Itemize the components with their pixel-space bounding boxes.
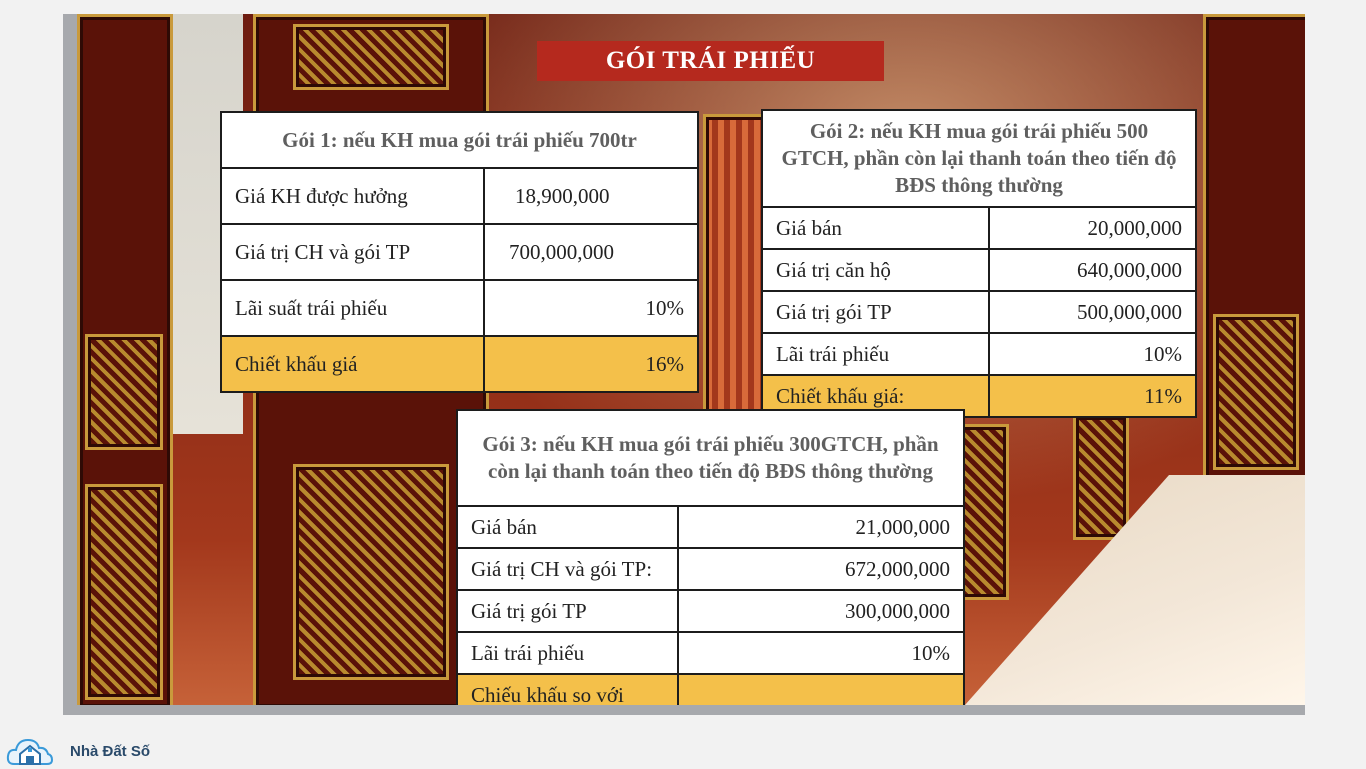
row-value: 11% bbox=[989, 375, 1196, 417]
table-row-highlight bbox=[457, 674, 964, 705]
slide bbox=[63, 14, 1305, 715]
package-2-header: Gói 2: nếu KH mua gói trái phiếu 500 GTCH, phần còn lại thanh toán theo tiến độ BĐS thông thường bbox=[762, 110, 1196, 207]
package-3-header: Gói 3: nếu KH mua gói trái phiếu 300GTCH, phần còn lại thanh toán theo tiến độ BĐS thông thường bbox=[457, 410, 964, 506]
logo-text: Nhà Đất Số bbox=[70, 742, 151, 760]
table-row bbox=[457, 590, 964, 632]
row-label: Lãi suất trái phiếu bbox=[221, 280, 484, 336]
row-label: Chiết khấu giá: bbox=[762, 375, 989, 417]
site-logo[interactable] bbox=[6, 733, 150, 769]
row-label: Lãi trái phiếu bbox=[762, 333, 989, 375]
table-row bbox=[457, 632, 964, 674]
row-value: 10% bbox=[989, 333, 1196, 375]
package-1-header: Gói 1: nếu KH mua gói trái phiếu 700tr bbox=[221, 112, 698, 168]
row-value bbox=[678, 674, 964, 705]
row-label: Chiếu khấu so với bbox=[457, 674, 678, 705]
slide-frame bbox=[63, 705, 1305, 715]
row-label: Giá trị gói TP bbox=[457, 590, 678, 632]
row-label: Giá trị CH và gói TP bbox=[221, 224, 484, 280]
row-value: 16% bbox=[484, 336, 698, 392]
table-row bbox=[457, 506, 964, 548]
row-value: 700,000,000 bbox=[484, 224, 698, 280]
row-label: Chiết khấu giá bbox=[221, 336, 484, 392]
row-label: Giá bán bbox=[457, 506, 678, 548]
table-row bbox=[457, 548, 964, 590]
row-value: 300,000,000 bbox=[678, 590, 964, 632]
row-value: 18,900,000 bbox=[484, 168, 698, 224]
package-3-clip bbox=[63, 14, 1305, 705]
row-value: 10% bbox=[678, 632, 964, 674]
row-label: Giá KH được hưởng bbox=[221, 168, 484, 224]
row-label: Giá trị căn hộ bbox=[762, 249, 989, 291]
package-3-table bbox=[456, 409, 965, 705]
row-label: Giá trị gói TP bbox=[762, 291, 989, 333]
row-value: 500,000,000 bbox=[989, 291, 1196, 333]
row-label: Giá trị CH và gói TP: bbox=[457, 548, 678, 590]
house-cloud-icon bbox=[6, 734, 68, 768]
row-value: 672,000,000 bbox=[678, 548, 964, 590]
row-label: Giá bán bbox=[762, 207, 989, 249]
row-value: 21,000,000 bbox=[678, 506, 964, 548]
row-value: 640,000,000 bbox=[989, 249, 1196, 291]
row-value: 20,000,000 bbox=[989, 207, 1196, 249]
page-title: GÓI TRÁI PHIẾU bbox=[537, 41, 884, 81]
row-value: 10% bbox=[484, 280, 698, 336]
row-label: Lãi trái phiếu bbox=[457, 632, 678, 674]
